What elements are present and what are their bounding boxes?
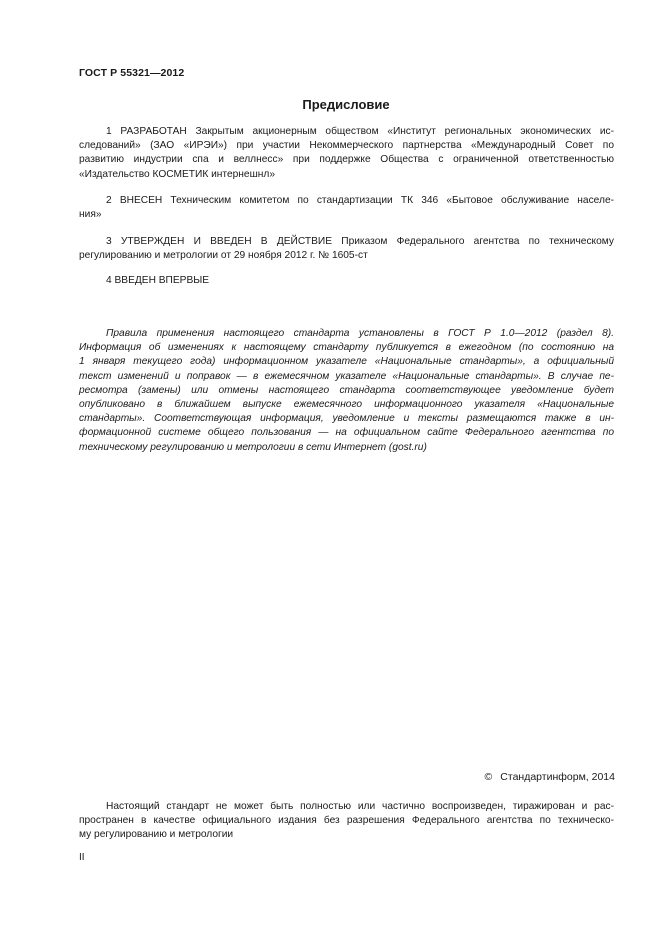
- preface-item-3: [79, 235, 614, 263]
- text-line: «Издательство КОСМЕТИК интернешнл»: [79, 168, 275, 180]
- preface-item-4: [79, 274, 614, 288]
- copyright-icon: ©: [484, 771, 493, 783]
- page-number: II: [79, 852, 85, 863]
- text-line: формационной системе общего пользования — на официальном сайте Федерального агентства по: [79, 427, 614, 439]
- text-line: опубликовано в ближайшем выпуске ежемесячного информационного указателя «Национальные: [79, 399, 614, 411]
- text-line: 2 ВНЕСЕН Техническим комитетом по стандартизации ТК 346 «Бытовое обслуживание населе-: [106, 195, 614, 206]
- text-line: регулированию и метрологии от 29 ноября 2012 г. № 1605-ст: [79, 250, 368, 262]
- text-line: 4 ВВЕДЕН ВПЕРВЫЕ: [106, 275, 210, 286]
- document-id-header: ГОСТ Р 55321—2012: [79, 67, 185, 79]
- preface-item-2: [79, 194, 614, 222]
- copyright-text: Стандартинформ, 2014: [500, 771, 615, 783]
- reproduction-notice: [79, 800, 614, 843]
- text-line: текст изменений и поправок — в ежемесячном указателе «Национальные стандарты». В случае пе-: [79, 370, 614, 382]
- text-line: Настоящий стандарт не может быть полностью или частично воспроизведен, тиражирован и рас-: [106, 801, 614, 812]
- text-line: стандарты». Соответствующая информация, уведомление и тексты размещаются также в ин-: [79, 413, 614, 425]
- text-line: 1 января текущего года) информационном указателе «Национальные стандарты», а официальный: [79, 356, 614, 368]
- page-title: Предисловие: [302, 97, 390, 112]
- text-line: 1 РАЗРАБОТАН Закрытым акционерным обществом «Институт региональных экономических ис-: [106, 126, 614, 137]
- usage-notice: [79, 327, 614, 455]
- text-line: ния»: [79, 209, 102, 221]
- text-line: Информация об изменениях к настоящему стандарту публикуется в ежегодном (по состоянию на: [79, 342, 614, 354]
- preface-item-1: [79, 125, 614, 182]
- text-line: ресмотра (замены) или отмены настоящего стандарта соответствующее уведомление будет: [79, 384, 614, 396]
- text-line: техническому регулированию и метрологии в сети Интернет (gost.ru): [79, 441, 427, 453]
- text-line: следований» (ЗАО «ИРЭИ») при участии Некоммерческого партнерства «Международный Совет по: [79, 140, 614, 152]
- text-line: му регулированию и метрологии: [79, 829, 234, 841]
- copyright-line: [485, 771, 615, 783]
- text-line: развитию индустрии спа и веллнесс» при поддержке Общества с ограниченной ответственностью: [79, 154, 614, 166]
- text-line: 3 УТВЕРЖДЕН И ВВЕДЕН В ДЕЙСТВИЕ Приказом Федерального агентства по техническому: [106, 236, 614, 247]
- text-line: пространен в качестве официального издания без разрешения Федерального агентства по техническо-: [79, 815, 614, 827]
- text-line: Правила применения настоящего стандарта установлены в ГОСТ Р 1.0—2012 (раздел 8).: [106, 328, 614, 339]
